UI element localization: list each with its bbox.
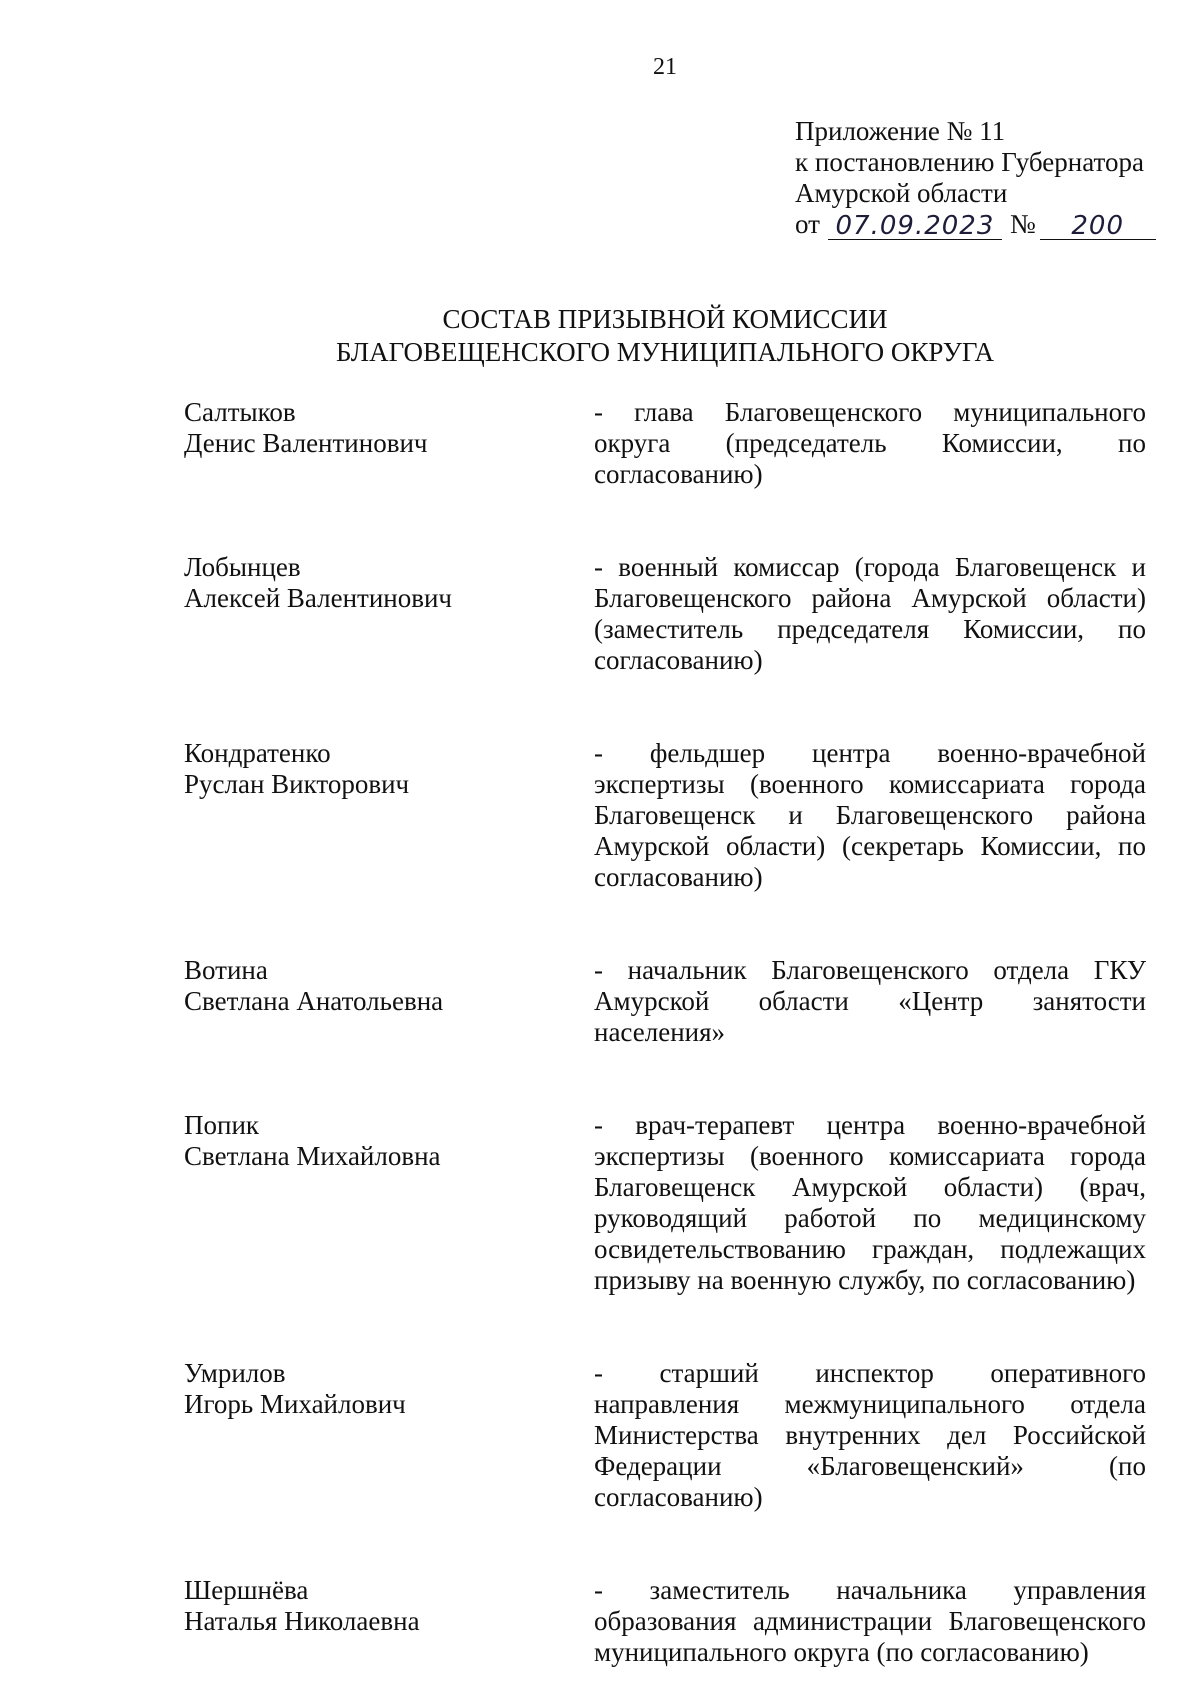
commission-members-list xyxy=(184,397,1146,1668)
member-role: - врач-терапевт центра военно-врачебной экспертизы (военного комиссариата города Благовещенск Амурской области) (врач, руководящий работой по медицинскому освидетельствованию граждан, подлежащих призыву на военную службу, по согласованию) xyxy=(594,1110,1146,1295)
member-given-names: Руслан Викторович xyxy=(184,769,410,799)
member-role: - начальник Благовещенского отдела ГКУ Амурской области «Центр занятости населения» xyxy=(594,955,1146,1047)
member-name xyxy=(184,552,594,676)
appendix-region: Амурской области xyxy=(795,178,1008,208)
member-surname: Вотина xyxy=(184,955,268,985)
member-row xyxy=(184,1110,1146,1296)
member-name xyxy=(184,1110,594,1296)
member-name xyxy=(184,1575,594,1668)
member-row xyxy=(184,1575,1146,1668)
title-line-1: СОСТАВ ПРИЗЫВНОЙ КОМИССИИ xyxy=(442,304,888,334)
member-role: - старший инспектор оперативного направления межмуниципального отдела Министерства внутренних дел Российской Федерации «Благовещенский» (по согласованию) xyxy=(594,1358,1146,1512)
document-title xyxy=(0,303,1200,369)
from-prefix: от xyxy=(795,209,820,239)
member-surname: Попик xyxy=(184,1110,260,1140)
member-surname: Салтыков xyxy=(184,397,296,427)
handwritten-number: 200 xyxy=(1040,213,1156,240)
member-name xyxy=(184,397,594,490)
member-row xyxy=(184,738,1146,893)
appendix-date-number-line xyxy=(795,209,1156,240)
title-line-2: БЛАГОВЕЩЕНСКОГО МУНИЦИПАЛЬНОГО ОКРУГА xyxy=(335,337,995,367)
member-surname: Лобынцев xyxy=(184,552,301,582)
member-given-names: Игорь Михайлович xyxy=(184,1389,406,1419)
member-name xyxy=(184,738,594,893)
member-row xyxy=(184,955,1146,1048)
member-row xyxy=(184,552,1146,676)
appendix-title: Приложение № 11 xyxy=(795,116,1006,146)
member-surname: Шершнёва xyxy=(184,1575,309,1605)
member-surname: Умрилов xyxy=(184,1358,286,1388)
member-row xyxy=(184,397,1146,490)
handwritten-date: 07.09.2023 xyxy=(828,213,1002,240)
member-role: - заместитель начальника управления образования администрации Благовещенского муниципального округа (по согласованию) xyxy=(594,1575,1146,1667)
member-given-names: Наталья Николаевна xyxy=(184,1606,420,1636)
member-given-names: Светлана Анатольевна xyxy=(184,986,444,1016)
member-name xyxy=(184,955,594,1048)
appendix-decree: к постановлению Губернатора xyxy=(795,147,1144,177)
member-role: - фельдшер центра военно-врачебной экспертизы (военного комиссариата города Благовещенск и Благовещенского района Амурской области) (секретарь Комиссии, по согласованию) xyxy=(594,738,1146,892)
page-number: 21 xyxy=(653,54,677,80)
member-role: - военный комиссар (города Благовещенск и Благовещенского района Амурской области) (заместитель председателя Комиссии, по согласованию) xyxy=(594,552,1146,675)
member-given-names: Светлана Михайловна xyxy=(184,1141,441,1171)
member-given-names: Алексей Валентинович xyxy=(184,583,453,613)
member-row xyxy=(184,1358,1146,1513)
number-prefix: № xyxy=(1009,209,1036,239)
member-surname: Кондратенко xyxy=(184,738,331,768)
member-role: - глава Благовещенского муниципального округа (председатель Комиссии, по согласованию) xyxy=(594,397,1146,489)
appendix-block xyxy=(795,116,1156,240)
member-name xyxy=(184,1358,594,1513)
member-given-names: Денис Валентинович xyxy=(184,428,428,458)
